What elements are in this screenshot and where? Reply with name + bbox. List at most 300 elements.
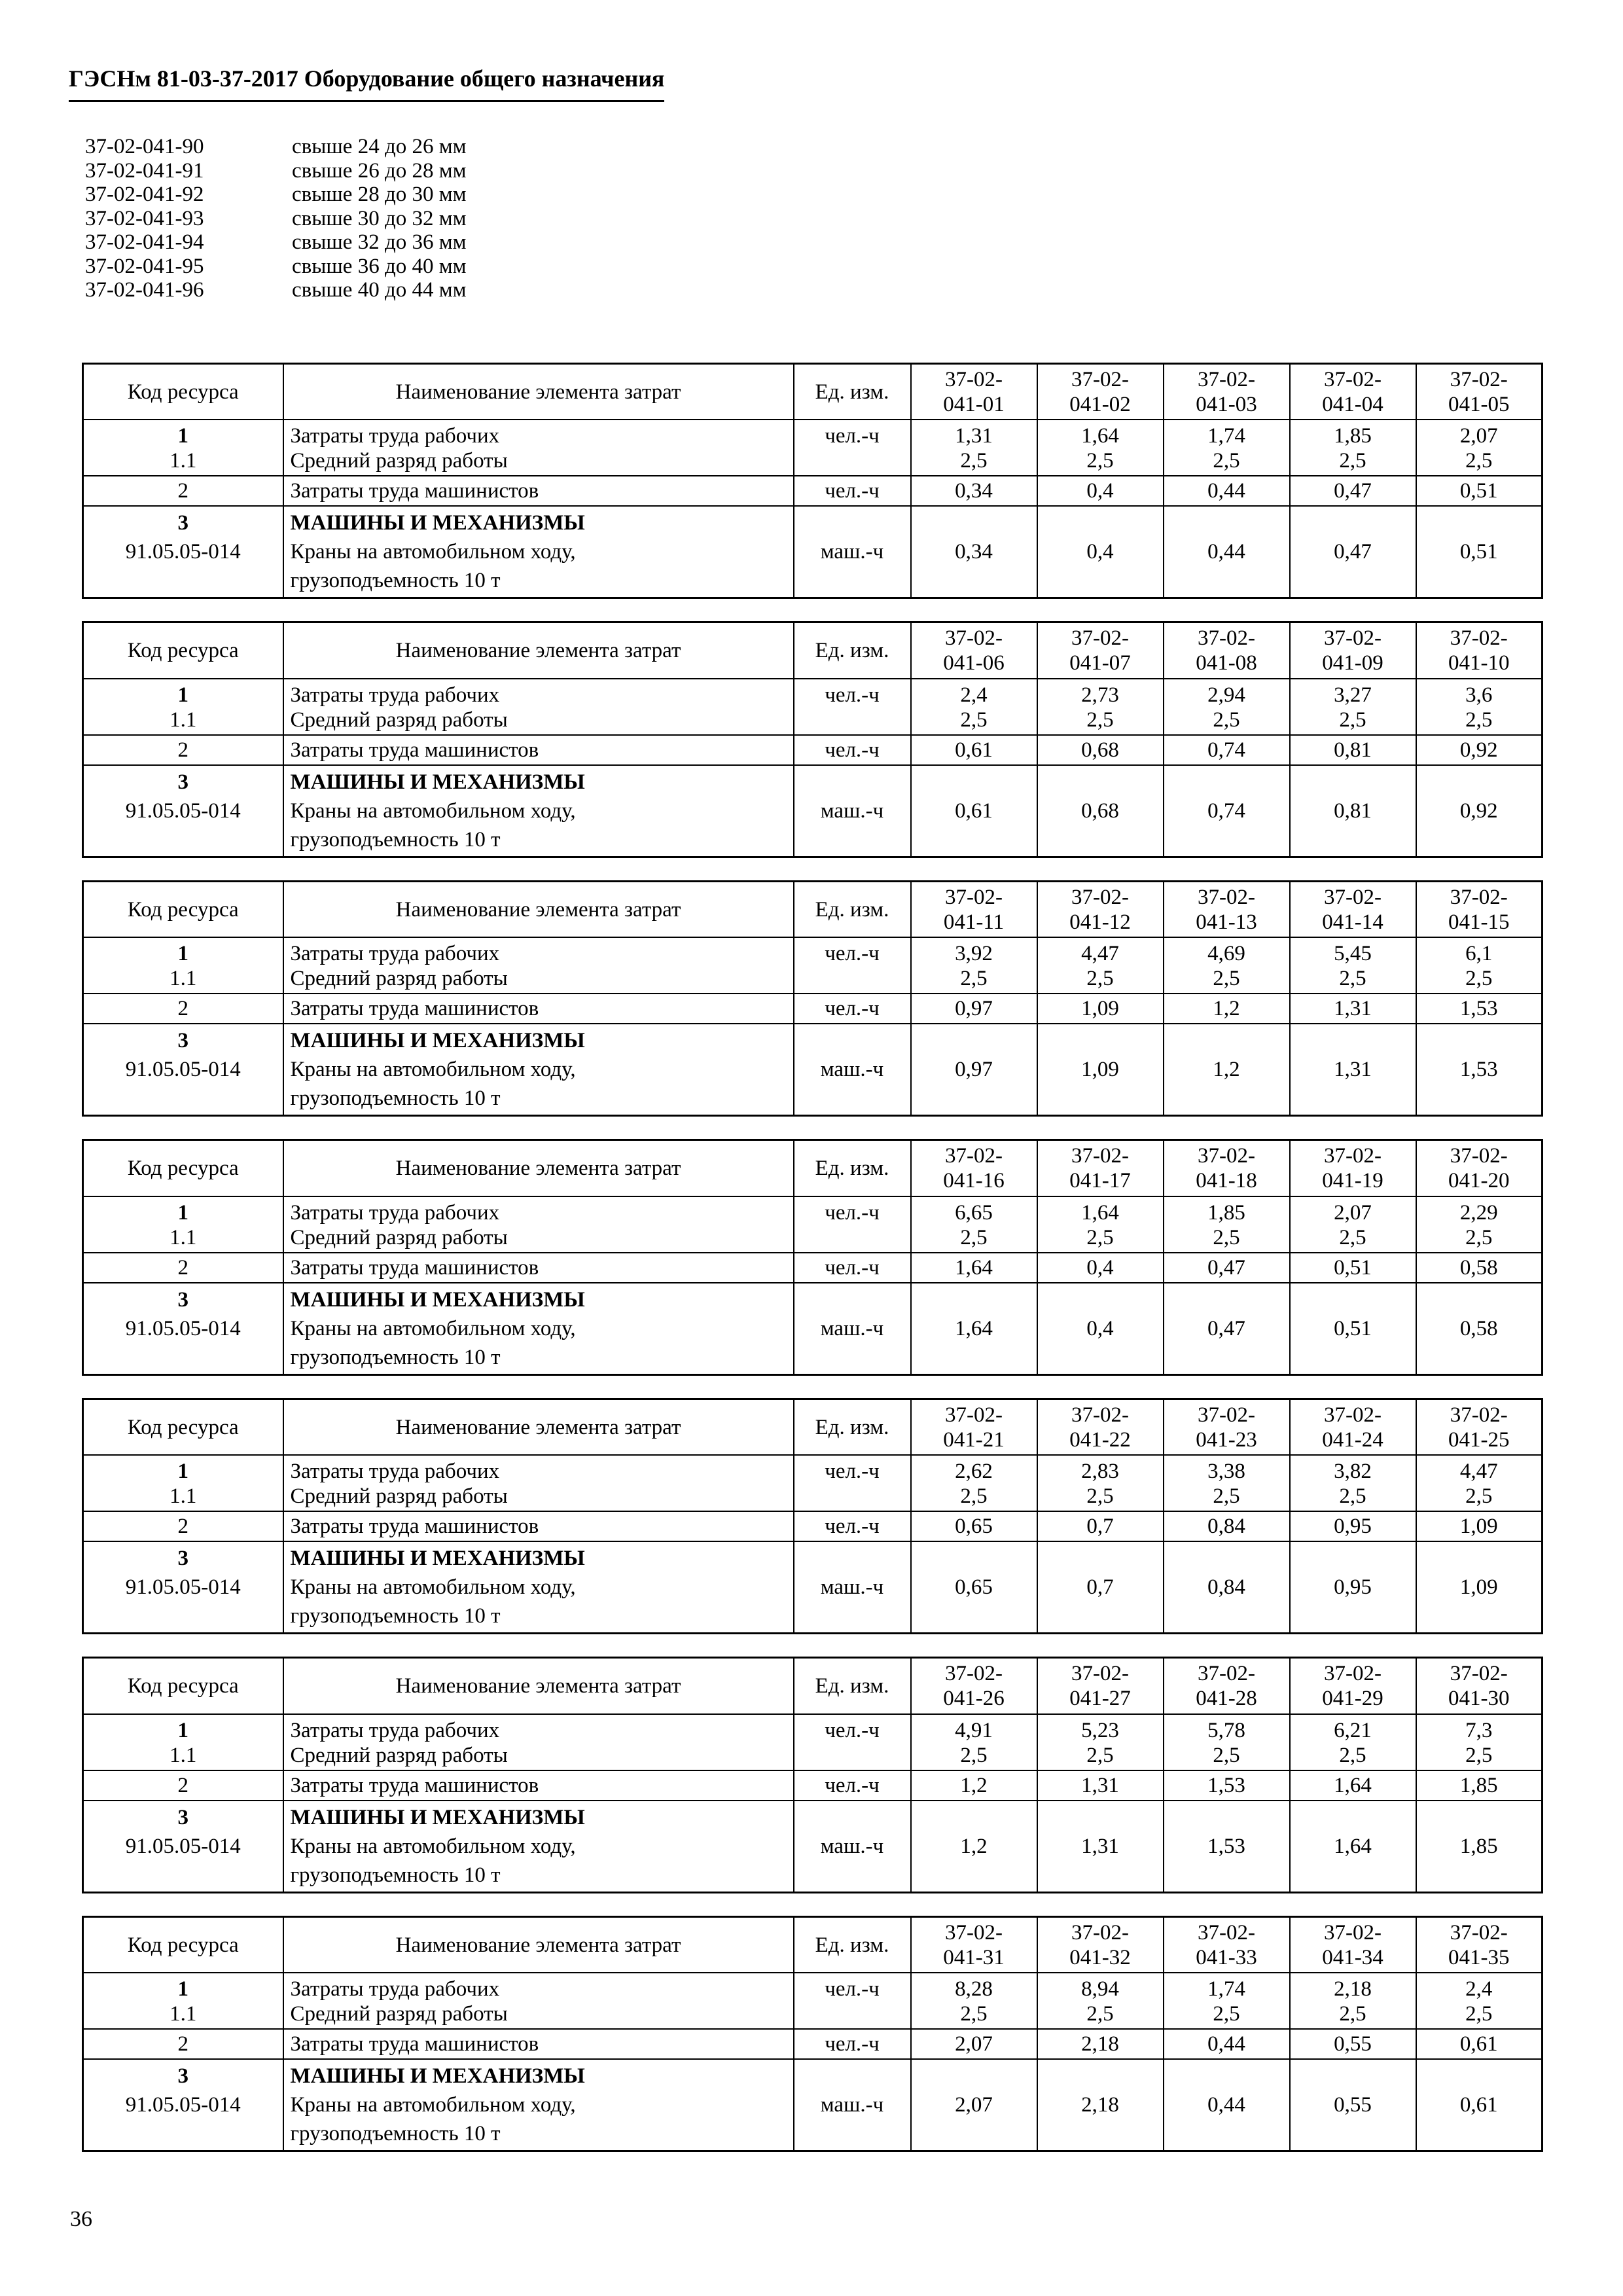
norm-code-suffix: 041-26 [943, 1687, 1005, 1711]
crane-name-line1: Краны на автомобильном ходу, [290, 2093, 576, 2117]
grade-value: 2,5 [960, 967, 988, 991]
crane-value: 0,95 [1290, 1541, 1416, 1634]
cell-element-name [283, 765, 794, 857]
norm-code-suffix: 041-04 [1322, 392, 1383, 416]
labor-value: 8,28 [955, 1977, 993, 2001]
norm-table [82, 621, 1543, 858]
grade-value: 2,5 [1213, 708, 1240, 732]
resource-code: 91.05.05-014 [125, 1834, 241, 1858]
norm-code-suffix: 041-09 [1322, 651, 1383, 675]
col-header-element-name: Наименование элемента затрат [283, 1658, 794, 1714]
grade-value: 2,5 [1086, 1225, 1114, 1249]
labor-cost-label: Затраты труда рабочих [290, 942, 500, 966]
col-header-resource-code: Код ресурса [83, 363, 283, 420]
labor-value: 2,4 [1465, 1977, 1493, 2001]
labor-value: 3,92 [955, 942, 993, 966]
row-code: 2 [83, 1770, 283, 1801]
norm-code: 37-02-041-90 [85, 135, 204, 159]
code-list-row [85, 183, 1554, 207]
norm-code-suffix: 041-32 [1069, 1945, 1131, 1969]
norm-table [82, 1916, 1543, 2153]
labor-value: 5,45 [1334, 942, 1372, 966]
table-row-labor [83, 1196, 1543, 1253]
labor-value: 5,78 [1207, 1718, 1245, 1742]
crane-value: 1,64 [911, 1283, 1037, 1375]
col-header-norm-code-3 [1164, 622, 1290, 679]
labor-value: 1,85 [1207, 1200, 1245, 1225]
crane-value: 0,92 [1416, 765, 1543, 857]
labor-value: 1,85 [1334, 424, 1372, 448]
cell-value [911, 1196, 1037, 1253]
norm-code-prefix: 37-02- [1198, 885, 1255, 909]
norm-code-suffix: 041-27 [1069, 1687, 1131, 1711]
crane-name-line2: грузоподъемность 10 т [290, 1086, 501, 1111]
cell-row-code [83, 1455, 283, 1511]
unit-label: чел.-ч [794, 735, 911, 765]
crane-name-line2: грузоподъемность 10 т [290, 1863, 501, 1887]
col-header-norm-code-1 [911, 622, 1037, 679]
cell-unit [794, 420, 911, 476]
cell-unit [794, 937, 911, 994]
row-code: 1 [177, 1200, 188, 1225]
cell-value [1164, 1196, 1290, 1253]
norm-code-suffix: 041-30 [1448, 1687, 1510, 1711]
norm-code-suffix: 041-10 [1448, 651, 1510, 675]
cell-row-code [83, 1541, 283, 1634]
norm-code-prefix: 37-02- [1198, 367, 1255, 391]
table-header-row [83, 1399, 1543, 1455]
norm-table [82, 880, 1543, 1117]
col-header-norm-code-1 [911, 1916, 1037, 1973]
crane-value: 0,47 [1290, 506, 1416, 598]
cell-element-name [283, 1541, 794, 1634]
row-code: 1 [177, 1460, 188, 1484]
row-code: 3 [177, 2064, 188, 2089]
row-code: 3 [177, 1029, 188, 1053]
unit-label: чел.-ч [794, 476, 911, 506]
table-row-machinist [83, 1253, 1543, 1283]
cell-element-name [283, 1455, 794, 1511]
norm-code: 37-02-041-94 [85, 230, 204, 255]
col-header-unit: Ед. изм. [794, 622, 911, 679]
crane-value: 0,7 [1037, 1541, 1164, 1634]
machinist-value: 1,53 [1164, 1770, 1290, 1801]
cell-row-code [83, 937, 283, 994]
norm-code-suffix: 041-34 [1322, 1945, 1383, 1969]
machinist-cost-label: Затраты труда машинистов [283, 1770, 794, 1801]
machinist-value: 0,47 [1290, 476, 1416, 506]
machinist-value: 0,51 [1290, 1253, 1416, 1283]
machinist-value: 2,18 [1037, 2029, 1164, 2059]
col-header-norm-code-5 [1416, 1399, 1543, 1455]
norm-code-prefix: 37-02- [1198, 1662, 1255, 1686]
cell-value [1416, 1973, 1543, 2029]
labor-value: 2,18 [1334, 1977, 1372, 2001]
machinist-value: 1,64 [911, 1253, 1037, 1283]
cell-value [1416, 1455, 1543, 1511]
unit-label: чел.-ч [825, 683, 880, 707]
resource-code: 91.05.05-014 [125, 798, 241, 823]
norm-code-prefix: 37-02- [945, 1403, 1003, 1427]
work-grade-label: Средний разряд работы [290, 967, 508, 991]
table-header-row [83, 622, 1543, 679]
cell-row-code [83, 1801, 283, 1893]
cell-unit [794, 1714, 911, 1770]
cell-row-code [83, 1283, 283, 1375]
labor-cost-label: Затраты труда рабочих [290, 1460, 500, 1484]
cell-value [1037, 1196, 1164, 1253]
row-code: 1 [177, 683, 188, 707]
col-header-norm-code-4 [1290, 1140, 1416, 1196]
row-subcode: 1.1 [169, 1484, 197, 1509]
crane-value: 0,61 [1416, 2059, 1543, 2151]
unit-label: маш.-ч [794, 1283, 911, 1375]
col-header-norm-code-2 [1037, 1399, 1164, 1455]
size-range-label: свыше 30 до 32 мм [292, 206, 467, 230]
unit-label: чел.-ч [825, 1200, 880, 1225]
row-code: 1 [177, 942, 188, 966]
cell-row-code [83, 420, 283, 476]
labor-value: 1,74 [1207, 1977, 1245, 2001]
machinist-value: 0,92 [1416, 735, 1543, 765]
cell-value [1037, 1973, 1164, 2029]
machinist-cost-label: Затраты труда машинистов [283, 2029, 794, 2059]
grade-value: 2,5 [1086, 1484, 1114, 1509]
unit-label: маш.-ч [794, 765, 911, 857]
grade-value: 2,5 [1213, 1743, 1240, 1767]
unit-label: чел.-ч [794, 1770, 911, 1801]
col-header-norm-code-3 [1164, 1399, 1290, 1455]
row-subcode: 1.1 [169, 449, 197, 473]
norm-code-suffix: 041-11 [943, 910, 1005, 934]
norm-code: 37-02-041-95 [85, 254, 204, 278]
cell-value [1290, 1455, 1416, 1511]
table-row-labor [83, 1973, 1543, 2029]
grade-value: 2,5 [1339, 967, 1366, 991]
crane-value: 0,58 [1416, 1283, 1543, 1375]
cell-value [1416, 420, 1543, 476]
table-header-row [83, 363, 1543, 420]
machines-group-label: МАШИНЫ И МЕХАНИЗМЫ [290, 1547, 585, 1571]
norm-code-suffix: 041-05 [1448, 392, 1510, 416]
col-header-norm-code-1 [911, 881, 1037, 937]
machinist-cost-label: Затраты труда машинистов [283, 1253, 794, 1283]
cell-row-code [83, 1196, 283, 1253]
cell-element-name [283, 1024, 794, 1116]
norm-code-prefix: 37-02- [945, 626, 1003, 651]
cell-element-name [283, 2059, 794, 2151]
labor-value: 1,31 [955, 424, 993, 448]
col-header-norm-code-4 [1290, 1916, 1416, 1973]
size-range-label: свыше 40 до 44 мм [292, 278, 467, 302]
work-grade-label: Средний разряд работы [290, 708, 508, 732]
norm-code-prefix: 37-02- [1450, 1144, 1508, 1168]
machinist-value: 0,95 [1290, 1511, 1416, 1541]
row-subcode: 1.1 [169, 2002, 197, 2026]
crane-value: 0,44 [1164, 2059, 1290, 2151]
cell-value [1037, 420, 1164, 476]
labor-value: 2,83 [1081, 1460, 1119, 1484]
norm-code-prefix: 37-02- [1071, 1920, 1129, 1945]
unit-label: чел.-ч [825, 1977, 880, 2001]
col-header-norm-code-4 [1290, 1399, 1416, 1455]
labor-value: 1,74 [1207, 424, 1245, 448]
norm-code-prefix: 37-02- [1450, 626, 1508, 651]
row-code: 2 [83, 2029, 283, 2059]
cell-element-name [283, 1801, 794, 1893]
grade-value: 2,5 [1465, 2002, 1493, 2026]
crane-name-line2: грузоподъемность 10 т [290, 827, 501, 852]
machinist-value: 1,2 [911, 1770, 1037, 1801]
norm-code-prefix: 37-02- [1324, 885, 1382, 909]
col-header-element-name: Наименование элемента затрат [283, 881, 794, 937]
crane-value: 1,53 [1416, 1024, 1543, 1116]
row-subcode: 1.1 [169, 967, 197, 991]
norm-code-suffix: 041-31 [943, 1945, 1005, 1969]
grade-value: 2,5 [1213, 1225, 1240, 1249]
unit-label: чел.-ч [794, 1511, 911, 1541]
row-subcode: 1.1 [169, 708, 197, 732]
norm-code: 37-02-041-96 [85, 278, 204, 302]
grade-value: 2,5 [1465, 1484, 1493, 1509]
labor-value: 4,47 [1081, 942, 1119, 966]
code-list-row [85, 207, 1554, 231]
col-header-norm-code-2 [1037, 1140, 1164, 1196]
norm-code-prefix: 37-02- [1450, 885, 1508, 909]
crane-name-line1: Краны на автомобильном ходу, [290, 1575, 576, 1600]
resource-code: 91.05.05-014 [125, 2093, 241, 2117]
table-row-machines [83, 506, 1543, 598]
unit-label: чел.-ч [794, 994, 911, 1024]
norm-code-prefix: 37-02- [1071, 367, 1129, 391]
crane-value: 0,84 [1164, 1541, 1290, 1634]
col-header-element-name: Наименование элемента затрат [283, 363, 794, 420]
norm-code-suffix: 041-08 [1196, 651, 1257, 675]
norm-table [82, 1139, 1543, 1376]
cell-value [1164, 1714, 1290, 1770]
machinist-value: 0,34 [911, 476, 1037, 506]
norm-code-prefix: 37-02- [1071, 1662, 1129, 1686]
machinist-value: 1,2 [1164, 994, 1290, 1024]
table-row-machinist [83, 994, 1543, 1024]
labor-value: 2,29 [1459, 1200, 1498, 1225]
norm-table [82, 1657, 1543, 1893]
machinist-value: 0,65 [911, 1511, 1037, 1541]
grade-value: 2,5 [1086, 967, 1114, 991]
norm-code-suffix: 041-23 [1196, 1427, 1257, 1452]
cell-value [1290, 1973, 1416, 2029]
norm-code-suffix: 041-28 [1196, 1687, 1257, 1711]
grade-value: 2,5 [1339, 2002, 1366, 2026]
row-code: 2 [83, 735, 283, 765]
table-row-labor [83, 937, 1543, 994]
norm-code-suffix: 041-20 [1448, 1169, 1510, 1193]
table-header-row [83, 881, 1543, 937]
labor-value: 8,94 [1081, 1977, 1119, 2001]
cell-value [1290, 1714, 1416, 1770]
table-row-labor [83, 1455, 1543, 1511]
col-header-norm-code-2 [1037, 622, 1164, 679]
grade-value: 2,5 [1213, 1484, 1240, 1509]
size-range-label: свыше 26 до 28 мм [292, 158, 467, 183]
row-code: 1 [177, 1718, 188, 1742]
machinist-value: 1,85 [1416, 1770, 1543, 1801]
norm-code-prefix: 37-02- [1450, 1920, 1508, 1945]
cell-value [1164, 679, 1290, 735]
table-row-machines [83, 1801, 1543, 1893]
machines-group-label: МАШИНЫ И МЕХАНИЗМЫ [290, 1287, 585, 1312]
grade-value: 2,5 [1465, 449, 1493, 473]
col-header-norm-code-5 [1416, 881, 1543, 937]
unit-label: чел.-ч [825, 942, 880, 966]
norm-code-suffix: 041-25 [1448, 1427, 1510, 1452]
table-header-row [83, 1916, 1543, 1973]
crane-value: 1,31 [1290, 1024, 1416, 1116]
cell-element-name [283, 1196, 794, 1253]
cell-value [911, 1714, 1037, 1770]
grade-value: 2,5 [1339, 1225, 1366, 1249]
cell-value [1037, 1714, 1164, 1770]
norm-code-prefix: 37-02- [1324, 1920, 1382, 1945]
col-header-element-name: Наименование элемента затрат [283, 1916, 794, 1973]
norm-code-suffix: 041-16 [943, 1169, 1005, 1193]
crane-name-line1: Краны на автомобильном ходу, [290, 1834, 576, 1858]
row-code: 3 [177, 1805, 188, 1829]
row-subcode: 1.1 [169, 1743, 197, 1767]
cell-value [1290, 420, 1416, 476]
crane-value: 0,74 [1164, 765, 1290, 857]
crane-name-line2: грузоподъемность 10 т [290, 1345, 501, 1369]
unit-label: маш.-ч [794, 1024, 911, 1116]
machinist-value: 1,53 [1416, 994, 1543, 1024]
unit-label: чел.-ч [794, 2029, 911, 2059]
work-grade-label: Средний разряд работы [290, 449, 508, 473]
row-code: 2 [83, 994, 283, 1024]
unit-label: чел.-ч [794, 1253, 911, 1283]
size-range-label: свыше 32 до 36 мм [292, 230, 467, 255]
machines-group-label: МАШИНЫ И МЕХАНИЗМЫ [290, 770, 585, 794]
cell-element-name [283, 420, 794, 476]
cell-value [911, 937, 1037, 994]
row-code: 3 [177, 511, 188, 535]
table-row-machines [83, 765, 1543, 857]
crane-name-line2: грузоподъемность 10 т [290, 2122, 501, 2146]
norm-code-prefix: 37-02- [1198, 1144, 1255, 1168]
crane-value: 0,55 [1290, 2059, 1416, 2151]
cell-value [911, 420, 1037, 476]
norm-code-prefix: 37-02- [1198, 626, 1255, 651]
grade-value: 2,5 [1086, 1743, 1114, 1767]
col-header-norm-code-5 [1416, 363, 1543, 420]
labor-value: 2,94 [1207, 683, 1245, 707]
norm-code-suffix: 041-06 [943, 651, 1005, 675]
grade-value: 2,5 [960, 1743, 988, 1767]
cell-value [1416, 1196, 1543, 1253]
norm-code-prefix: 37-02- [1324, 1662, 1382, 1686]
labor-value: 7,3 [1465, 1718, 1493, 1742]
machinist-value: 0,55 [1290, 2029, 1416, 2059]
machinist-value: 0,97 [911, 994, 1037, 1024]
col-header-unit: Ед. изм. [794, 881, 911, 937]
machinist-value: 0,51 [1416, 476, 1543, 506]
grade-value: 2,5 [1086, 449, 1114, 473]
cell-value [1290, 679, 1416, 735]
unit-label: маш.-ч [794, 506, 911, 598]
table-row-machines [83, 1541, 1543, 1634]
cell-value [1164, 937, 1290, 994]
col-header-resource-code: Код ресурса [83, 1916, 283, 1973]
cell-value [911, 1973, 1037, 2029]
col-header-unit: Ед. изм. [794, 1658, 911, 1714]
col-header-norm-code-2 [1037, 1916, 1164, 1973]
col-header-norm-code-1 [911, 1140, 1037, 1196]
norm-code: 37-02-041-91 [85, 158, 204, 183]
norm-code: 37-02-041-92 [85, 183, 204, 207]
norm-code-prefix: 37-02- [1450, 1403, 1508, 1427]
cell-row-code [83, 1973, 283, 2029]
row-code: 1 [177, 424, 188, 448]
crane-value: 1,85 [1416, 1801, 1543, 1893]
cell-unit [794, 1455, 911, 1511]
norm-code-suffix: 041-22 [1069, 1427, 1131, 1452]
machinist-value: 0,68 [1037, 735, 1164, 765]
machinist-value: 0,74 [1164, 735, 1290, 765]
grade-value: 2,5 [960, 1484, 988, 1509]
cell-value [911, 679, 1037, 735]
machinist-value: 0,7 [1037, 1511, 1164, 1541]
col-header-element-name: Наименование элемента затрат [283, 1140, 794, 1196]
crane-value: 1,2 [1164, 1024, 1290, 1116]
norm-code-suffix: 041-19 [1322, 1169, 1383, 1193]
table-row-machines [83, 1283, 1543, 1375]
row-code: 3 [177, 1547, 188, 1571]
row-code: 2 [83, 1253, 283, 1283]
grade-value: 2,5 [1213, 2002, 1240, 2026]
grade-value: 2,5 [1465, 967, 1493, 991]
grade-value: 2,5 [1339, 449, 1366, 473]
page-number: 36 [70, 2207, 92, 2231]
size-range-label: свыше 28 до 30 мм [292, 183, 467, 207]
grade-value: 2,5 [960, 708, 988, 732]
code-list-row [85, 135, 1554, 159]
col-header-norm-code-4 [1290, 622, 1416, 679]
grade-value: 2,5 [1339, 708, 1366, 732]
table-row-machinist [83, 1511, 1543, 1541]
col-header-norm-code-3 [1164, 1658, 1290, 1714]
norm-code-suffix: 041-17 [1069, 1169, 1131, 1193]
crane-value: 1,64 [1290, 1801, 1416, 1893]
crane-value: 1,53 [1164, 1801, 1290, 1893]
resource-code: 91.05.05-014 [125, 540, 241, 564]
machinist-value: 0,44 [1164, 476, 1290, 506]
col-header-norm-code-5 [1416, 1140, 1543, 1196]
col-header-norm-code-1 [911, 1399, 1037, 1455]
norm-code-prefix: 37-02- [1324, 1403, 1382, 1427]
col-header-norm-code-4 [1290, 363, 1416, 420]
col-header-norm-code-2 [1037, 881, 1164, 937]
cell-element-name [283, 1973, 794, 2029]
col-header-norm-code-3 [1164, 363, 1290, 420]
col-header-norm-code-3 [1164, 1916, 1290, 1973]
cell-unit [794, 679, 911, 735]
norm-code-prefix: 37-02- [1324, 367, 1382, 391]
cell-element-name [283, 679, 794, 735]
labor-cost-label: Затраты труда рабочих [290, 683, 500, 707]
machinist-cost-label: Затраты труда машинистов [283, 735, 794, 765]
grade-value: 2,5 [1465, 708, 1493, 732]
grade-value: 2,5 [1213, 967, 1240, 991]
crane-value: 0,44 [1164, 506, 1290, 598]
